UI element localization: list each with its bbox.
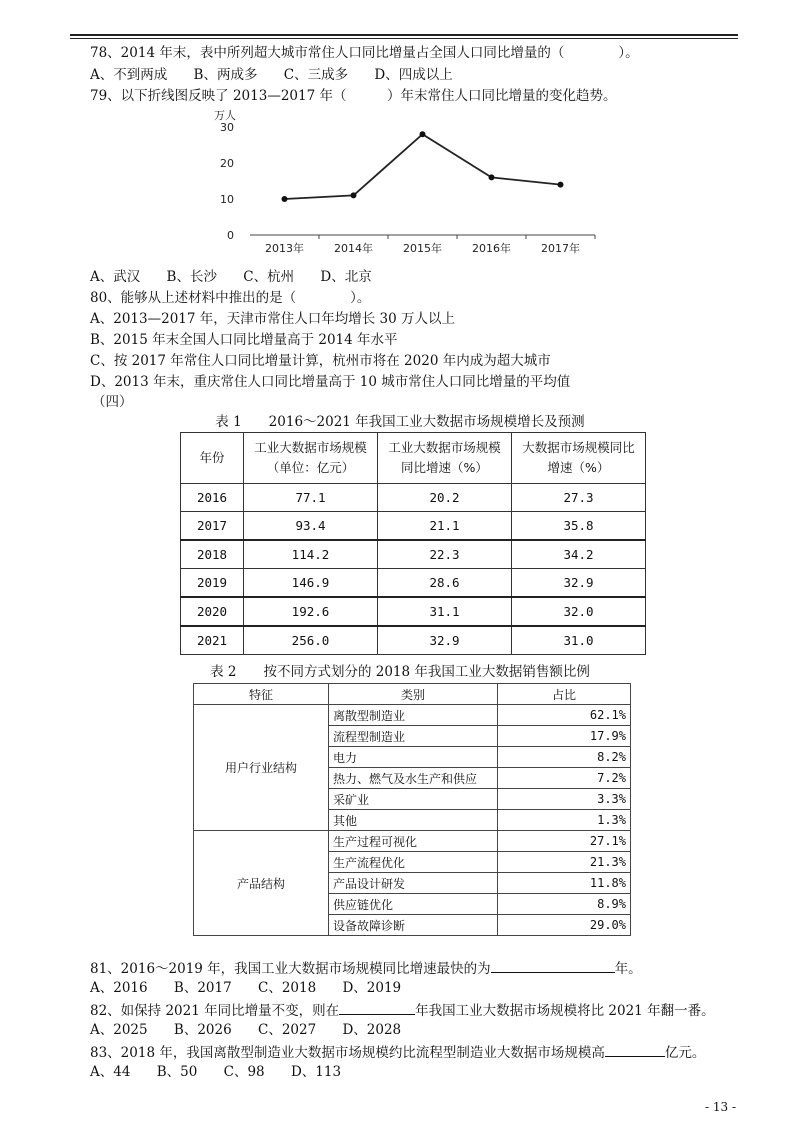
q81-options xyxy=(90,979,423,997)
q79-option-d[interactable]: D、北京 xyxy=(320,269,372,285)
table1-header-year: 年份 xyxy=(181,433,244,484)
q83-text xyxy=(90,1042,705,1062)
table1-cell: 22.3 xyxy=(378,540,512,569)
table2-header-category: 类别 xyxy=(329,684,498,705)
table1-header-bigdata-growth: 大数据市场规模同比 增速（%） xyxy=(512,433,646,484)
table1-cell: 34.2 xyxy=(512,540,646,569)
table2-value-cell: 21.3% xyxy=(498,852,631,873)
table1-cell: 2016 xyxy=(181,484,244,512)
q78-option-d[interactable]: D、四成以上 xyxy=(374,67,453,83)
q82-option-d[interactable]: D、2028 xyxy=(342,1022,402,1038)
chart-data-point xyxy=(489,174,495,180)
table1-cell: 32.0 xyxy=(512,597,646,626)
q78-options xyxy=(90,66,475,84)
table1-header-row xyxy=(181,433,646,484)
table1-cell: 32.9 xyxy=(512,569,646,598)
q80-text: 80、能够从上述材料中推出的是（ ）。 xyxy=(90,290,371,306)
q80-option-c[interactable]: C、按 2017 年常住人口同比增量计算，杭州市将在 2020 年内成为超大城市 xyxy=(90,353,551,369)
table1-cell: 256.0 xyxy=(244,626,378,655)
table2-value-cell: 11.8% xyxy=(498,873,631,894)
table-row xyxy=(194,831,631,852)
table2-category-cell: 热力、燃气及水生产和供应 xyxy=(329,768,498,789)
chart-y-tick-label: 30 xyxy=(220,121,234,134)
q82-text-after: 年我国工业大数据市场规模将比 2021 年翻一番。 xyxy=(415,1003,715,1019)
table1-cell: 35.8 xyxy=(512,512,646,541)
chart-x-tick-label: 2015年 xyxy=(403,242,442,255)
q83-option-a[interactable]: A、44 xyxy=(90,1064,131,1080)
table1-cell: 27.3 xyxy=(512,484,646,512)
q79-options xyxy=(90,268,394,286)
table2-category-cell: 生产过程可视化 xyxy=(329,831,498,852)
section-heading: （四） xyxy=(92,394,133,410)
q80-option-a[interactable]: A、2013—2017 年，天津市常住人口年均增长 30 万人以上 xyxy=(90,311,456,327)
table1-cell: 32.9 xyxy=(378,626,512,655)
q79-option-b[interactable]: B、长沙 xyxy=(166,269,217,285)
table2-feature-cell: 产品结构 xyxy=(194,831,329,936)
population-increase-line-chart xyxy=(200,105,610,265)
q82-options xyxy=(90,1021,423,1039)
q81-option-a[interactable]: A、2016 xyxy=(90,980,148,996)
chart-data-point xyxy=(558,182,564,188)
table1-cell: 2017 xyxy=(181,512,244,541)
q81-text-before: 81、2016～2019 年，我国工业大数据市场规模同比增速最快的为 xyxy=(90,961,491,977)
q82-option-a[interactable]: A、2025 xyxy=(90,1022,148,1038)
table1-cell: 31.0 xyxy=(512,626,646,655)
header-rule-thick xyxy=(70,34,738,36)
chart-x-tick-label: 2016年 xyxy=(472,242,511,255)
q83-text-before: 83、2018 年，我国离散型制造业大数据市场规模约比流程型制造业大数据市场规模高 xyxy=(90,1045,605,1061)
table1-cell: 192.6 xyxy=(244,597,378,626)
chart-data-point xyxy=(282,196,288,202)
q79-text: 79、以下折线图反映了 2013—2017 年（ ）年末常住人口同比增量的变化趋势。 xyxy=(90,88,617,104)
table2-value-cell: 17.9% xyxy=(498,726,631,747)
table2-category-cell: 离散型制造业 xyxy=(329,705,498,726)
q83-option-c[interactable]: C、98 xyxy=(223,1064,265,1080)
q78-text: 78、2014 年末，表中所列超大城市常住人口同比增量占全国人口同比增量的（ ）。 xyxy=(90,45,639,61)
table1-cell: 20.2 xyxy=(378,484,512,512)
chart-y-tick-label: 10 xyxy=(220,193,234,206)
chart-series-line xyxy=(285,134,561,199)
table2-header-share: 占比 xyxy=(498,684,631,705)
table2-header-row xyxy=(194,684,631,705)
page-number: - 13 - xyxy=(704,1100,736,1114)
chart-y-tick-label: 20 xyxy=(220,157,234,170)
table1-cell: 2021 xyxy=(181,626,244,655)
table1-cell: 93.4 xyxy=(244,512,378,541)
table-row xyxy=(181,569,646,598)
table2-category-cell: 设备故障诊断 xyxy=(329,915,498,936)
q82-option-b[interactable]: B、2026 xyxy=(173,1022,232,1038)
table2-feature-cell: 用户行业结构 xyxy=(194,705,329,831)
q83-option-b[interactable]: B、50 xyxy=(156,1064,198,1080)
table-row xyxy=(181,484,646,512)
table-row xyxy=(194,705,631,726)
q83-answer-blank[interactable] xyxy=(605,1042,665,1057)
table1-header-growth: 工业大数据市场规模 同比增速（%） xyxy=(378,433,512,484)
table2-category-cell: 流程型制造业 xyxy=(329,726,498,747)
q78-option-c[interactable]: C、三成多 xyxy=(283,67,349,83)
table1-cell: 2019 xyxy=(181,569,244,598)
q83-options xyxy=(90,1063,363,1081)
header-rule-thin xyxy=(70,38,738,39)
table-row xyxy=(181,626,646,655)
q81-option-d[interactable]: D、2019 xyxy=(342,980,402,996)
table-row xyxy=(181,512,646,541)
q81-text-after: 年。 xyxy=(614,961,642,977)
table1-header-market-size: 工业大数据市场规模 （单位：亿元） xyxy=(244,433,378,484)
q82-text xyxy=(90,1000,715,1020)
chart-x-tick-label: 2014年 xyxy=(334,242,373,255)
table2-value-cell: 62.1% xyxy=(498,705,631,726)
table2-value-cell: 29.0% xyxy=(498,915,631,936)
table-row xyxy=(181,597,646,626)
q80-option-d[interactable]: D、2013 年末，重庆常住人口同比增量高于 10 城市常住人口同比增量的平均值 xyxy=(90,374,571,390)
chart-y-axis-label: 万人 xyxy=(214,109,236,122)
table1-cell: 28.6 xyxy=(378,569,512,598)
table2-category-cell: 其他 xyxy=(329,810,498,831)
table2-category-cell: 采矿业 xyxy=(329,789,498,810)
q83-text-after: 亿元。 xyxy=(664,1045,706,1061)
q83-option-d[interactable]: D、113 xyxy=(290,1064,342,1080)
table2-value-cell: 27.1% xyxy=(498,831,631,852)
q79-option-a[interactable]: A、武汉 xyxy=(90,269,141,285)
q81-option-b[interactable]: B、2017 xyxy=(173,980,232,996)
chart-data-point xyxy=(420,131,426,137)
table2-category-cell: 生产流程优化 xyxy=(329,852,498,873)
table-row xyxy=(181,540,646,569)
table1 xyxy=(180,432,646,655)
q81-text xyxy=(90,958,642,978)
table2-value-cell: 3.3% xyxy=(498,789,631,810)
table2-category-cell: 电力 xyxy=(329,747,498,768)
q78-option-a[interactable]: A、不到两成 xyxy=(90,67,168,83)
table1-caption: 表 1 2016～2021 年我国工业大数据市场规模增长及预测 xyxy=(215,414,585,430)
table1-cell: 2020 xyxy=(181,597,244,626)
table2-value-cell: 8.2% xyxy=(498,747,631,768)
table2-category-cell: 供应链优化 xyxy=(329,894,498,915)
table1-cell: 2018 xyxy=(181,540,244,569)
q79-option-c[interactable]: C、杭州 xyxy=(243,269,295,285)
table1-cell: 21.1 xyxy=(378,512,512,541)
q82-text-before: 82、如保持 2021 年同比增量不变，则在 xyxy=(90,1003,340,1019)
table2 xyxy=(193,683,631,936)
table2-value-cell: 7.2% xyxy=(498,768,631,789)
table2-value-cell: 8.9% xyxy=(498,894,631,915)
chart-data-point xyxy=(351,192,357,198)
q78-option-b[interactable]: B、两成多 xyxy=(193,67,258,83)
table1-cell: 146.9 xyxy=(244,569,378,598)
table1-cell: 77.1 xyxy=(244,484,378,512)
table2-category-cell: 产品设计研发 xyxy=(329,873,498,894)
q80-option-b[interactable]: B、2015 年末全国人口同比增量高于 2014 年水平 xyxy=(90,332,398,348)
chart-x-tick-label: 2017年 xyxy=(541,242,580,255)
table1-cell: 31.1 xyxy=(378,597,512,626)
chart-y-tick-label: 0 xyxy=(227,229,234,242)
table2-value-cell: 1.3% xyxy=(498,810,631,831)
q82-option-c[interactable]: C、2027 xyxy=(257,1022,317,1038)
q81-option-c[interactable]: C、2018 xyxy=(257,980,317,996)
q82-answer-blank[interactable] xyxy=(339,1000,415,1015)
table2-caption: 表 2 按不同方式划分的 2018 年我国工业大数据销售额比例 xyxy=(210,664,590,680)
chart-x-tick-label: 2013年 xyxy=(265,242,304,255)
table1-cell: 114.2 xyxy=(244,540,378,569)
table2-header-feature: 特征 xyxy=(194,684,329,705)
q81-answer-blank[interactable] xyxy=(491,958,615,973)
